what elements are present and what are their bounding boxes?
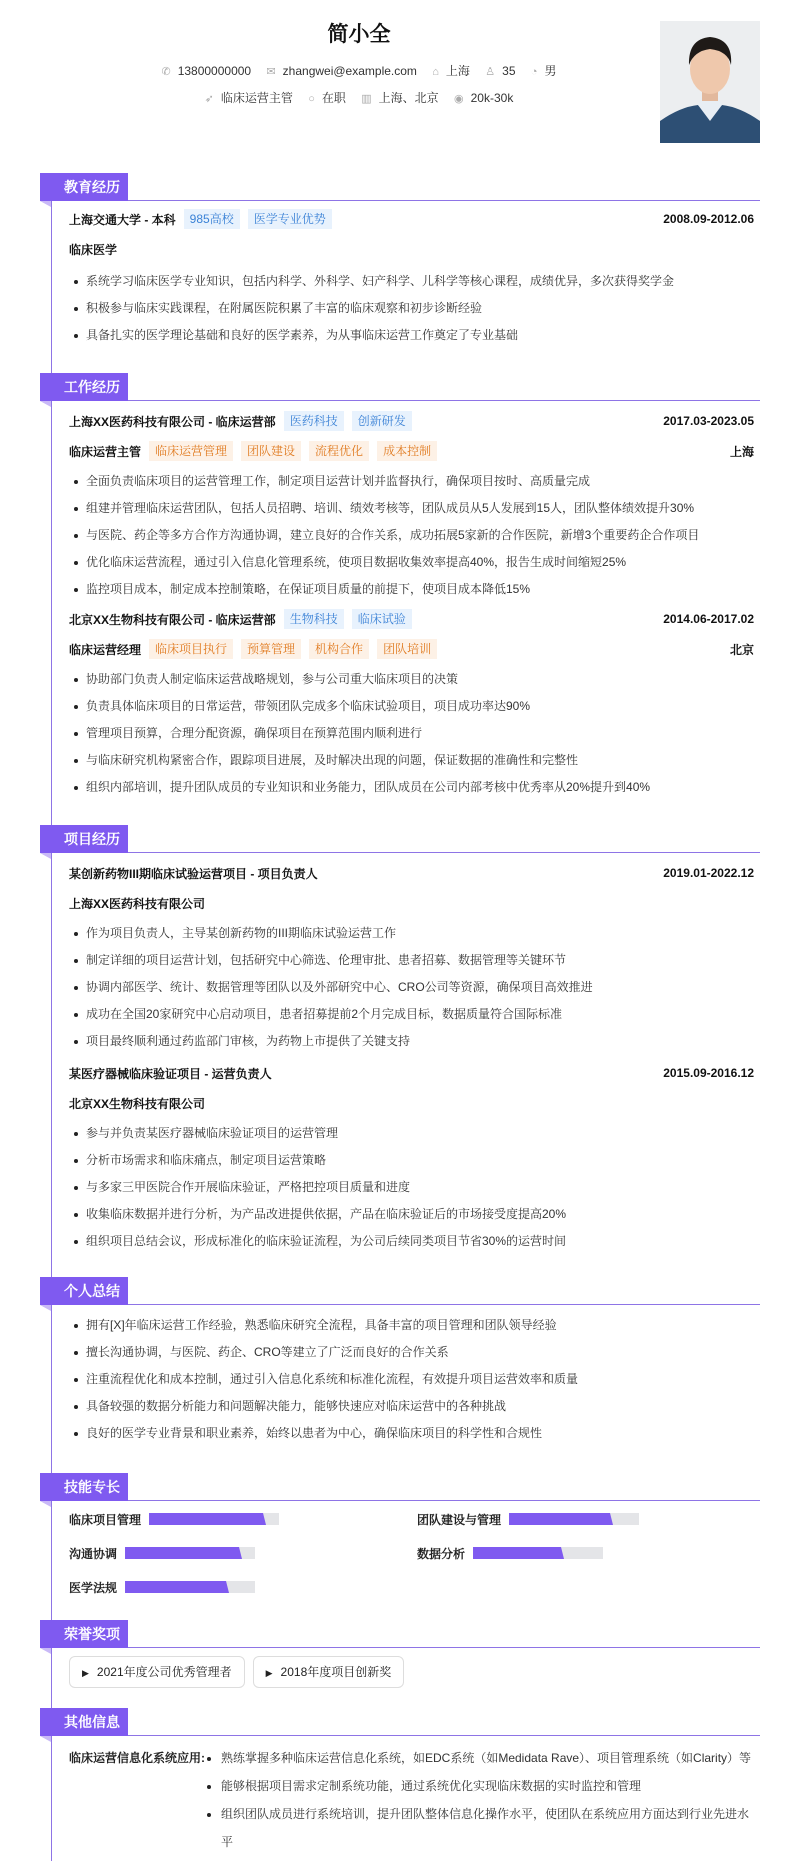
summary-section bbox=[40, 1277, 760, 1447]
skill-item bbox=[69, 1541, 417, 1565]
skill-bar-fill bbox=[125, 1547, 242, 1559]
list-item: 能够根据项目需求定制系统功能，通过系统优化实现临床数据的实时监控和管理 bbox=[205, 1772, 754, 1800]
section-title: 项目经历 bbox=[40, 825, 128, 853]
list-item: 监控项目成本，制定成本控制策略，在保证项目质量的前提下，使项目成本降低15% bbox=[69, 576, 754, 603]
salary-icon: ◉ bbox=[454, 93, 464, 105]
age-icon: ♙ bbox=[485, 66, 496, 78]
section-title: 教育经历 bbox=[40, 173, 128, 201]
list-item: 系统学习临床医学专业知识，包括内科学、外科学、妇产科学、儿科学等核心课程，成绩优异，多次获得奖学金 bbox=[69, 268, 754, 295]
skill-bar-fill bbox=[473, 1547, 564, 1559]
phone-icon: ✆ bbox=[161, 66, 171, 78]
list-item: 分析市场需求和临床痛点，制定项目运营策略 bbox=[69, 1147, 754, 1174]
section-title: 技能专长 bbox=[40, 1473, 128, 1501]
avatar-photo bbox=[660, 21, 760, 143]
section-title: 其他信息 bbox=[40, 1708, 128, 1736]
mail-icon: ✉ bbox=[266, 66, 276, 78]
list-item: 协调内部医学、统计、数据管理等团队以及外部研究中心、CRO公司等资源，确保项目高效推进 bbox=[69, 974, 754, 1001]
list-item: 收集临床数据并进行分析，为产品改进提供依据，产品在临床验证后的市场接受度提高20% bbox=[69, 1201, 754, 1228]
project-company: 上海XX医药科技有限公司 bbox=[69, 896, 206, 911]
tag: 临床试验 bbox=[352, 609, 412, 629]
tag: 医学专业优势 bbox=[248, 209, 332, 229]
award-item bbox=[69, 1656, 245, 1688]
date: 2019.01-2022.12 bbox=[663, 866, 754, 880]
tag: 医药科技 bbox=[284, 411, 344, 431]
skill-bar-fill bbox=[149, 1513, 266, 1525]
list-item: 与医院、药企等多方合作方沟通协调，建立良好的合作关系，成功拓展5家新的合作医院，新增3个重要药企合作项目 bbox=[69, 522, 754, 549]
list-item: 熟练掌握多种临床运营信息化系统，如EDC系统（如Medidata Rave）、项目管理系统（如Clarity）等 bbox=[205, 1744, 754, 1772]
list-item: 组建并管理临床运营团队，包括人员招聘、培训、绩效考核等，团队成员从5人发展到15人，团队整体绩效提升30% bbox=[69, 495, 754, 522]
salary: 20k-30k bbox=[470, 91, 514, 105]
skill-tag: 流程优化 bbox=[309, 441, 369, 461]
role: 临床运营经理 bbox=[69, 642, 142, 657]
skill-name: 数据分析 bbox=[417, 1546, 466, 1561]
list-item: 参与并负责某医疗器械临床验证项目的运营管理 bbox=[69, 1120, 754, 1147]
work-city: 北京 bbox=[729, 642, 754, 657]
other-section bbox=[40, 1708, 760, 1856]
section-title: 工作经历 bbox=[40, 373, 128, 401]
skill-tag: 预算管理 bbox=[241, 639, 301, 659]
skill-name: 沟通协调 bbox=[69, 1546, 118, 1561]
tag: 生物科技 bbox=[284, 609, 344, 629]
age: 35 bbox=[502, 64, 516, 78]
skill-item bbox=[417, 1541, 757, 1565]
skill-bar-fill bbox=[509, 1513, 613, 1525]
send-icon: ➶ bbox=[204, 93, 214, 105]
role: 临床运营主管 bbox=[69, 444, 142, 459]
skill-item bbox=[417, 1507, 757, 1531]
list-item: 项目最终顺利通过药监部门审核，为药物上市提供了关键支持 bbox=[69, 1028, 754, 1055]
skill-item bbox=[69, 1507, 417, 1531]
honors-section bbox=[40, 1620, 760, 1688]
list-item: 组织团队成员进行系统培训，提升团队整体信息化操作水平，使团队在系统应用方面达到行业先进水平 bbox=[205, 1800, 754, 1856]
position: 临床运营主管 bbox=[220, 91, 293, 105]
home-icon: ⌂ bbox=[432, 66, 439, 78]
work-city: 上海 bbox=[729, 444, 754, 459]
other-label: 临床运营信息化系统应用: bbox=[69, 1751, 205, 1765]
skill-bar bbox=[509, 1513, 639, 1525]
target-cities: 上海、北京 bbox=[378, 91, 439, 105]
contact-row bbox=[0, 62, 718, 79]
list-item: 组织内部培训，提升团队成员的专业知识和业务能力，团队成员在公司内部考核中优秀率从20%提升到40% bbox=[69, 774, 754, 801]
list-item: 注重流程优化和成本控制，通过引入信息化系统和标准化流程，有效提升项目运营效率和质量 bbox=[69, 1366, 754, 1393]
list-item: 具备较强的数据分析能力和问题解决能力，能够快速应对临床运营中的各种挑战 bbox=[69, 1393, 754, 1420]
skill-tag: 成本控制 bbox=[377, 441, 437, 461]
list-item: 拥有[X]年临床运营工作经验，熟悉临床研究全流程，具备丰富的项目管理和团队领导经验 bbox=[69, 1312, 754, 1339]
list-item: 具备扎实的医学理论基础和良好的医学素养，为从事临床运营工作奠定了专业基础 bbox=[69, 322, 754, 349]
list-item: 制定详细的项目运营计划，包括研究中心筛选、伦理审批、患者招募、数据管理等关键环节 bbox=[69, 947, 754, 974]
date: 2015.09-2016.12 bbox=[663, 1066, 754, 1080]
award-label: 2021年度公司优秀管理者 bbox=[96, 1665, 232, 1679]
triangle-right-icon: ▶ bbox=[265, 1668, 273, 1678]
city: 上海 bbox=[445, 64, 470, 78]
tag: 985高校 bbox=[184, 209, 240, 229]
list-item: 负责具体临床项目的日常运营，带领团队完成多个临床试验项目，项目成功率达90% bbox=[69, 693, 754, 720]
company: 北京XX生物科技有限公司 - 临床运营部 bbox=[69, 612, 276, 627]
skill-name: 临床项目管理 bbox=[69, 1512, 142, 1527]
gender-icon: ◔ bbox=[530, 66, 538, 78]
project-title: 某医疗器械临床验证项目 - 运营负责人 bbox=[69, 1066, 272, 1081]
tag: 创新研发 bbox=[352, 411, 412, 431]
phone: 13800000000 bbox=[177, 64, 252, 78]
skill-bar bbox=[473, 1547, 603, 1559]
list-item: 积极参与临床实践课程，在附属医院积累了丰富的临床观察和初步诊断经验 bbox=[69, 295, 754, 322]
list-item: 全面负责临床项目的运营管理工作，制定项目运营计划并监督执行，确保项目按时、高质量完成 bbox=[69, 468, 754, 495]
list-item: 优化临床运营流程，通过引入信息化管理系统，使项目数据收集效率提高40%，报告生成时间缩短25% bbox=[69, 549, 754, 576]
list-item: 协助部门负责人制定临床运营战略规划，参与公司重大临床项目的决策 bbox=[69, 666, 754, 693]
projects-section bbox=[40, 825, 760, 1255]
date: 2014.06-2017.02 bbox=[663, 612, 754, 626]
award-item bbox=[253, 1656, 405, 1688]
date: 2017.03-2023.05 bbox=[663, 414, 754, 428]
list-item: 与多家三甲医院合作开展临床验证，严格把控项目质量和进度 bbox=[69, 1174, 754, 1201]
project-title: 某创新药物III期临床试验运营项目 - 项目负责人 bbox=[69, 866, 318, 881]
list-item: 良好的医学专业背景和职业素养，始终以患者为中心，确保临床项目的科学性和合规性 bbox=[69, 1420, 754, 1447]
building-icon: ▥ bbox=[361, 93, 372, 105]
triangle-right-icon: ▶ bbox=[82, 1668, 89, 1678]
award-label: 2018年度项目创新奖 bbox=[280, 1665, 392, 1679]
skill-item bbox=[69, 1575, 417, 1599]
list-item: 擅长沟通协调，与医院、药企、CRO等建立了广泛而良好的合作关系 bbox=[69, 1339, 754, 1366]
skill-tag: 机构合作 bbox=[309, 639, 369, 659]
skills-section bbox=[40, 1473, 760, 1599]
skill-tag: 临床运营管理 bbox=[149, 441, 233, 461]
skill-name: 医学法规 bbox=[69, 1580, 118, 1595]
skill-name: 团队建设与管理 bbox=[417, 1512, 502, 1527]
skill-tag: 团队建设 bbox=[241, 441, 301, 461]
section-title: 个人总结 bbox=[40, 1277, 128, 1305]
project-company: 北京XX生物科技有限公司 bbox=[69, 1096, 206, 1111]
school: 上海交通大学 - 本科 bbox=[69, 212, 176, 227]
gender: 男 bbox=[544, 64, 557, 78]
job-intent-row bbox=[0, 89, 718, 106]
skill-bar bbox=[125, 1547, 255, 1559]
list-item: 与临床研究机构紧密合作，跟踪项目进展，及时解决出现的问题，保证数据的准确性和完整性 bbox=[69, 747, 754, 774]
list-item: 管理项目预算，合理分配资源，确保项目在预算范围内顺利进行 bbox=[69, 720, 754, 747]
candidate-name: 简小全 bbox=[327, 23, 391, 46]
email: zhangwei@example.com bbox=[282, 64, 417, 78]
skill-bar bbox=[125, 1581, 255, 1593]
skill-tag: 临床项目执行 bbox=[149, 639, 233, 659]
status: 在职 bbox=[321, 91, 346, 105]
section-title: 荣誉奖项 bbox=[40, 1620, 128, 1648]
date: 2008.09-2012.06 bbox=[663, 212, 754, 226]
status-icon: ○ bbox=[308, 93, 315, 105]
major: 临床医学 bbox=[69, 242, 118, 257]
company: 上海XX医药科技有限公司 - 临床运营部 bbox=[69, 414, 276, 429]
skill-bar-fill bbox=[125, 1581, 229, 1593]
skill-tag: 团队培训 bbox=[377, 639, 437, 659]
list-item: 作为项目负责人，主导某创新药物的III期临床试验运营工作 bbox=[69, 920, 754, 947]
education-section bbox=[40, 173, 760, 349]
work-section bbox=[40, 373, 760, 801]
skill-bar bbox=[149, 1513, 279, 1525]
list-item: 成功在全国20家研究中心启动项目，患者招募提前2个月完成目标，数据质量符合国际标准 bbox=[69, 1001, 754, 1028]
list-item: 组织项目总结会议，形成标准化的临床验证流程，为公司后续同类项目节省30%的运营时间 bbox=[69, 1228, 754, 1255]
